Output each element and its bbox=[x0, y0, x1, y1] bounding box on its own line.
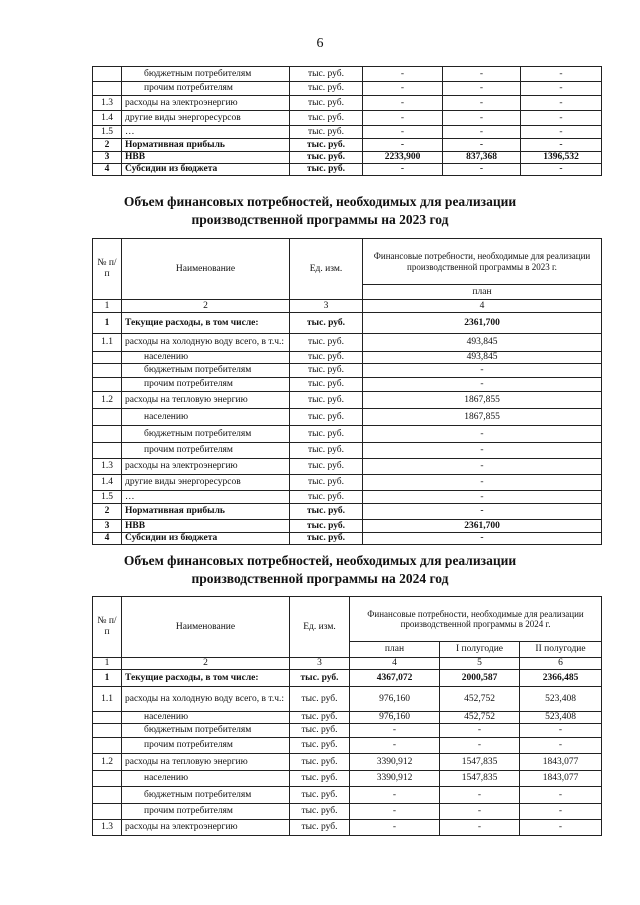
header-plan: план bbox=[363, 285, 602, 300]
table-row bbox=[93, 426, 602, 443]
row-name: расходы на электроэнергию bbox=[122, 820, 290, 836]
row-name: бюджетным потребителям bbox=[122, 364, 290, 378]
row-number bbox=[93, 352, 122, 364]
table-row bbox=[93, 443, 602, 459]
row-number: 1.3 bbox=[93, 459, 122, 475]
row-unit: тыс. руб. bbox=[290, 771, 350, 787]
table-row bbox=[93, 313, 602, 334]
row-value-h2: 523,408 bbox=[520, 687, 602, 712]
row-value-plan: - bbox=[350, 724, 440, 738]
table-row bbox=[93, 378, 602, 392]
row-unit: тыс. руб. bbox=[290, 754, 350, 771]
row-number bbox=[93, 787, 122, 804]
row-name: НВВ bbox=[122, 520, 290, 533]
row-value-v2: - bbox=[443, 111, 521, 126]
table-row bbox=[93, 139, 602, 152]
header-unit: Ед. изм. bbox=[290, 239, 363, 300]
table-row bbox=[93, 392, 602, 409]
row-number: 1.3 bbox=[93, 820, 122, 836]
table-row bbox=[93, 738, 602, 754]
table-row bbox=[93, 111, 602, 126]
row-unit: тыс. руб. bbox=[290, 409, 363, 426]
row-value-v2: 837,368 bbox=[443, 152, 521, 164]
index-cell: 6 bbox=[520, 658, 602, 670]
row-value-plan: - bbox=[363, 459, 602, 475]
row-number: 1.1 bbox=[93, 334, 122, 352]
row-unit: тыс. руб. bbox=[290, 352, 363, 364]
row-unit: тыс. руб. bbox=[290, 804, 350, 820]
row-value-plan: 2361,700 bbox=[363, 520, 602, 533]
row-name: населению bbox=[122, 771, 290, 787]
row-name: прочим потребителям bbox=[122, 738, 290, 754]
table-row bbox=[93, 352, 602, 364]
row-value-h1: - bbox=[440, 724, 520, 738]
row-number: 1.5 bbox=[93, 491, 122, 504]
index-cell: 2 bbox=[122, 658, 290, 670]
row-value-plan: - bbox=[350, 804, 440, 820]
table-row bbox=[93, 520, 602, 533]
section-2024-title-line1: Объем финансовых потребностей, необходимых для реализации bbox=[123, 553, 517, 568]
header-name: Наименование bbox=[122, 239, 290, 300]
row-value-v1: - bbox=[363, 139, 443, 152]
row-value-h1: 2000,587 bbox=[440, 670, 520, 687]
row-value-v2: - bbox=[443, 82, 521, 96]
row-value-plan: - bbox=[363, 475, 602, 491]
row-unit: тыс. руб. bbox=[290, 724, 350, 738]
index-cell: 1 bbox=[93, 658, 122, 670]
row-number: 1 bbox=[93, 313, 122, 334]
row-value-plan: 1867,855 bbox=[363, 392, 602, 409]
row-value-v1: - bbox=[363, 67, 443, 82]
row-value-h2: 1843,077 bbox=[520, 754, 602, 771]
row-value-plan: 493,845 bbox=[363, 334, 602, 352]
row-value-v3: - bbox=[521, 82, 602, 96]
row-name: населению bbox=[122, 712, 290, 724]
row-name: расходы на тепловую энергию bbox=[122, 392, 290, 409]
row-value-v3: - bbox=[521, 126, 602, 139]
table-row bbox=[93, 804, 602, 820]
section-2023-title-line1: Объем финансовых потребностей, необходимых для реализации bbox=[123, 194, 517, 209]
table-row bbox=[93, 164, 602, 176]
table-row bbox=[93, 712, 602, 724]
row-name: расходы на электроэнергию bbox=[122, 96, 290, 111]
table-row bbox=[93, 491, 602, 504]
row-number: 3 bbox=[93, 520, 122, 533]
row-value-v2: - bbox=[443, 67, 521, 82]
row-unit: тыс. руб. bbox=[290, 96, 363, 111]
row-name: Нормативная прибыль bbox=[122, 504, 290, 520]
row-value-v2: - bbox=[443, 126, 521, 139]
row-value-plan: 4367,072 bbox=[350, 670, 440, 687]
section-2023-title bbox=[0, 193, 640, 229]
row-value-v1: - bbox=[363, 164, 443, 176]
index-cell: 4 bbox=[350, 658, 440, 670]
row-number bbox=[93, 443, 122, 459]
row-name: НВВ bbox=[122, 152, 290, 164]
table-row bbox=[93, 787, 602, 804]
row-number: 1.1 bbox=[93, 687, 122, 712]
row-unit: тыс. руб. bbox=[290, 426, 363, 443]
row-unit: тыс. руб. bbox=[290, 164, 363, 176]
row-name: бюджетным потребителям bbox=[122, 426, 290, 443]
header-num: № п/п bbox=[93, 239, 122, 300]
row-unit: тыс. руб. bbox=[290, 126, 363, 139]
header-unit: Ед. изм. bbox=[290, 597, 350, 658]
row-name: расходы на холодную воду всего, в т.ч.: bbox=[122, 687, 290, 712]
row-name: расходы на холодную воду всего, в т.ч.: bbox=[122, 334, 290, 352]
row-number: 4 bbox=[93, 164, 122, 176]
row-number bbox=[93, 804, 122, 820]
row-unit: тыс. руб. bbox=[290, 139, 363, 152]
row-number: 1.4 bbox=[93, 111, 122, 126]
row-value-h2: - bbox=[520, 820, 602, 836]
row-unit: тыс. руб. bbox=[290, 313, 363, 334]
row-name: прочим потребителям bbox=[122, 82, 290, 96]
row-number bbox=[93, 724, 122, 738]
row-value-v1: - bbox=[363, 82, 443, 96]
financial-needs-2023-table bbox=[92, 238, 602, 545]
index-cell: 2 bbox=[122, 300, 290, 313]
row-value-v2: - bbox=[443, 139, 521, 152]
row-value-plan: 3390,912 bbox=[350, 754, 440, 771]
row-number bbox=[93, 771, 122, 787]
table-row bbox=[93, 364, 602, 378]
row-number bbox=[93, 67, 122, 82]
row-value-h1: 452,752 bbox=[440, 712, 520, 724]
table-row bbox=[93, 670, 602, 687]
row-value-h1: - bbox=[440, 804, 520, 820]
row-value-h2: - bbox=[520, 738, 602, 754]
row-unit: тыс. руб. bbox=[290, 334, 363, 352]
table-row bbox=[93, 820, 602, 836]
row-unit: тыс. руб. bbox=[290, 475, 363, 491]
table-row bbox=[93, 687, 602, 712]
row-value-h2: - bbox=[520, 724, 602, 738]
row-unit: тыс. руб. bbox=[290, 82, 363, 96]
row-value-v1: - bbox=[363, 96, 443, 111]
row-number bbox=[93, 738, 122, 754]
row-unit: тыс. руб. bbox=[290, 491, 363, 504]
row-name: другие виды энергоресурсов bbox=[122, 475, 290, 491]
row-name: бюджетным потребителям bbox=[122, 787, 290, 804]
row-value-plan: - bbox=[350, 787, 440, 804]
row-value-v2: - bbox=[443, 96, 521, 111]
row-unit: тыс. руб. bbox=[290, 364, 363, 378]
financial-needs-2024-table bbox=[92, 596, 602, 836]
table-row bbox=[93, 533, 602, 545]
row-value-h2: - bbox=[520, 804, 602, 820]
row-unit: тыс. руб. bbox=[290, 738, 350, 754]
row-value-h1: 1547,835 bbox=[440, 754, 520, 771]
table-row bbox=[93, 82, 602, 96]
header-name: Наименование bbox=[122, 597, 290, 658]
section-2024-title bbox=[0, 552, 640, 588]
row-value-plan: - bbox=[363, 426, 602, 443]
row-value-plan: - bbox=[363, 533, 602, 545]
header-fin-needs: Финансовые потребности, необходимые для реализации производственной программы в 2024 г. bbox=[350, 597, 602, 642]
row-name: прочим потребителям bbox=[122, 378, 290, 392]
row-value-plan: - bbox=[363, 364, 602, 378]
row-name: … bbox=[122, 126, 290, 139]
row-number: 2 bbox=[93, 139, 122, 152]
index-cell: 4 bbox=[363, 300, 602, 313]
row-value-plan: 1867,855 bbox=[363, 409, 602, 426]
row-value-v3: - bbox=[521, 96, 602, 111]
table-row bbox=[93, 754, 602, 771]
row-name: бюджетным потребителям bbox=[122, 67, 290, 82]
row-unit: тыс. руб. bbox=[290, 820, 350, 836]
row-unit: тыс. руб. bbox=[290, 670, 350, 687]
row-unit: тыс. руб. bbox=[290, 152, 363, 164]
row-number bbox=[93, 712, 122, 724]
row-value-h2: 1843,077 bbox=[520, 771, 602, 787]
table-row bbox=[93, 334, 602, 352]
header-fin-needs: Финансовые потребности, необходимые для реализации производственной программы в 2023 г. bbox=[363, 239, 602, 285]
row-number bbox=[93, 426, 122, 443]
row-number bbox=[93, 364, 122, 378]
row-unit: тыс. руб. bbox=[290, 111, 363, 126]
row-unit: тыс. руб. bbox=[290, 459, 363, 475]
row-name: Субсидии из бюджета bbox=[122, 533, 290, 545]
header-half2: II полугодие bbox=[520, 642, 602, 658]
row-number: 1.4 bbox=[93, 475, 122, 491]
row-unit: тыс. руб. bbox=[290, 712, 350, 724]
row-name: бюджетным потребителям bbox=[122, 724, 290, 738]
row-name: расходы на электроэнергию bbox=[122, 459, 290, 475]
row-number: 1.3 bbox=[93, 96, 122, 111]
table-row bbox=[93, 475, 602, 491]
budget-table-continued bbox=[92, 66, 602, 176]
row-value-h2: 2366,485 bbox=[520, 670, 602, 687]
table-row bbox=[93, 126, 602, 139]
row-value-plan: - bbox=[363, 504, 602, 520]
row-name: Текущие расходы, в том числе: bbox=[122, 313, 290, 334]
row-value-h2: - bbox=[520, 787, 602, 804]
row-name: … bbox=[122, 491, 290, 504]
page-number: 6 bbox=[316, 36, 324, 51]
row-value-plan: - bbox=[350, 738, 440, 754]
table-row bbox=[93, 504, 602, 520]
row-value-h1: 1547,835 bbox=[440, 771, 520, 787]
row-name: прочим потребителям bbox=[122, 443, 290, 459]
row-value-v1: 2233,900 bbox=[363, 152, 443, 164]
header-num: № п/п bbox=[93, 597, 122, 658]
row-name: другие виды энергоресурсов bbox=[122, 111, 290, 126]
row-number: 1.2 bbox=[93, 392, 122, 409]
row-value-plan: 3390,912 bbox=[350, 771, 440, 787]
row-name: прочим потребителям bbox=[122, 804, 290, 820]
row-value-v2: - bbox=[443, 164, 521, 176]
row-number bbox=[93, 82, 122, 96]
row-name: Нормативная прибыль bbox=[122, 139, 290, 152]
row-unit: тыс. руб. bbox=[290, 520, 363, 533]
row-value-h1: - bbox=[440, 820, 520, 836]
row-value-plan: - bbox=[350, 820, 440, 836]
row-unit: тыс. руб. bbox=[290, 378, 363, 392]
row-unit: тыс. руб. bbox=[290, 67, 363, 82]
row-value-plan: - bbox=[363, 443, 602, 459]
row-value-plan: 976,160 bbox=[350, 687, 440, 712]
row-value-v3: - bbox=[521, 139, 602, 152]
row-number: 1.5 bbox=[93, 126, 122, 139]
row-value-plan: 2361,700 bbox=[363, 313, 602, 334]
index-cell: 5 bbox=[440, 658, 520, 670]
table-row bbox=[93, 96, 602, 111]
row-number bbox=[93, 409, 122, 426]
row-unit: тыс. руб. bbox=[290, 687, 350, 712]
row-name: расходы на тепловую энергию bbox=[122, 754, 290, 771]
table-row bbox=[93, 459, 602, 475]
table-row bbox=[93, 409, 602, 426]
index-cell: 3 bbox=[290, 300, 363, 313]
row-value-h2: 523,408 bbox=[520, 712, 602, 724]
row-value-plan: - bbox=[363, 491, 602, 504]
row-value-h1: 452,752 bbox=[440, 687, 520, 712]
index-cell: 3 bbox=[290, 658, 350, 670]
index-cell: 1 bbox=[93, 300, 122, 313]
row-unit: тыс. руб. bbox=[290, 504, 363, 520]
section-2023-title-line2: производственной программы на 2023 год bbox=[191, 212, 449, 227]
row-number bbox=[93, 378, 122, 392]
row-name: населению bbox=[122, 352, 290, 364]
row-value-v3: - bbox=[521, 164, 602, 176]
row-value-h1: - bbox=[440, 787, 520, 804]
row-value-v1: - bbox=[363, 111, 443, 126]
row-unit: тыс. руб. bbox=[290, 443, 363, 459]
header-half1: I полугодие bbox=[440, 642, 520, 658]
table-row bbox=[93, 724, 602, 738]
row-value-h1: - bbox=[440, 738, 520, 754]
row-number: 3 bbox=[93, 152, 122, 164]
row-value-v3: - bbox=[521, 67, 602, 82]
table-row bbox=[93, 67, 602, 82]
row-value-plan: - bbox=[363, 378, 602, 392]
row-name: Текущие расходы, в том числе: bbox=[122, 670, 290, 687]
row-unit: тыс. руб. bbox=[290, 533, 363, 545]
row-number: 1.2 bbox=[93, 754, 122, 771]
row-value-v3: - bbox=[521, 111, 602, 126]
row-number: 2 bbox=[93, 504, 122, 520]
row-number: 1 bbox=[93, 670, 122, 687]
row-value-plan: 493,845 bbox=[363, 352, 602, 364]
row-value-plan: 976,160 bbox=[350, 712, 440, 724]
row-name: населению bbox=[122, 409, 290, 426]
row-name: Субсидии из бюджета bbox=[122, 164, 290, 176]
row-value-v3: 1396,532 bbox=[521, 152, 602, 164]
row-unit: тыс. руб. bbox=[290, 787, 350, 804]
table-row bbox=[93, 771, 602, 787]
row-unit: тыс. руб. bbox=[290, 392, 363, 409]
row-value-v1: - bbox=[363, 126, 443, 139]
header-plan: план bbox=[350, 642, 440, 658]
table-row bbox=[93, 152, 602, 164]
row-number: 4 bbox=[93, 533, 122, 545]
section-2024-title-line2: производственной программы на 2024 год bbox=[191, 571, 449, 586]
